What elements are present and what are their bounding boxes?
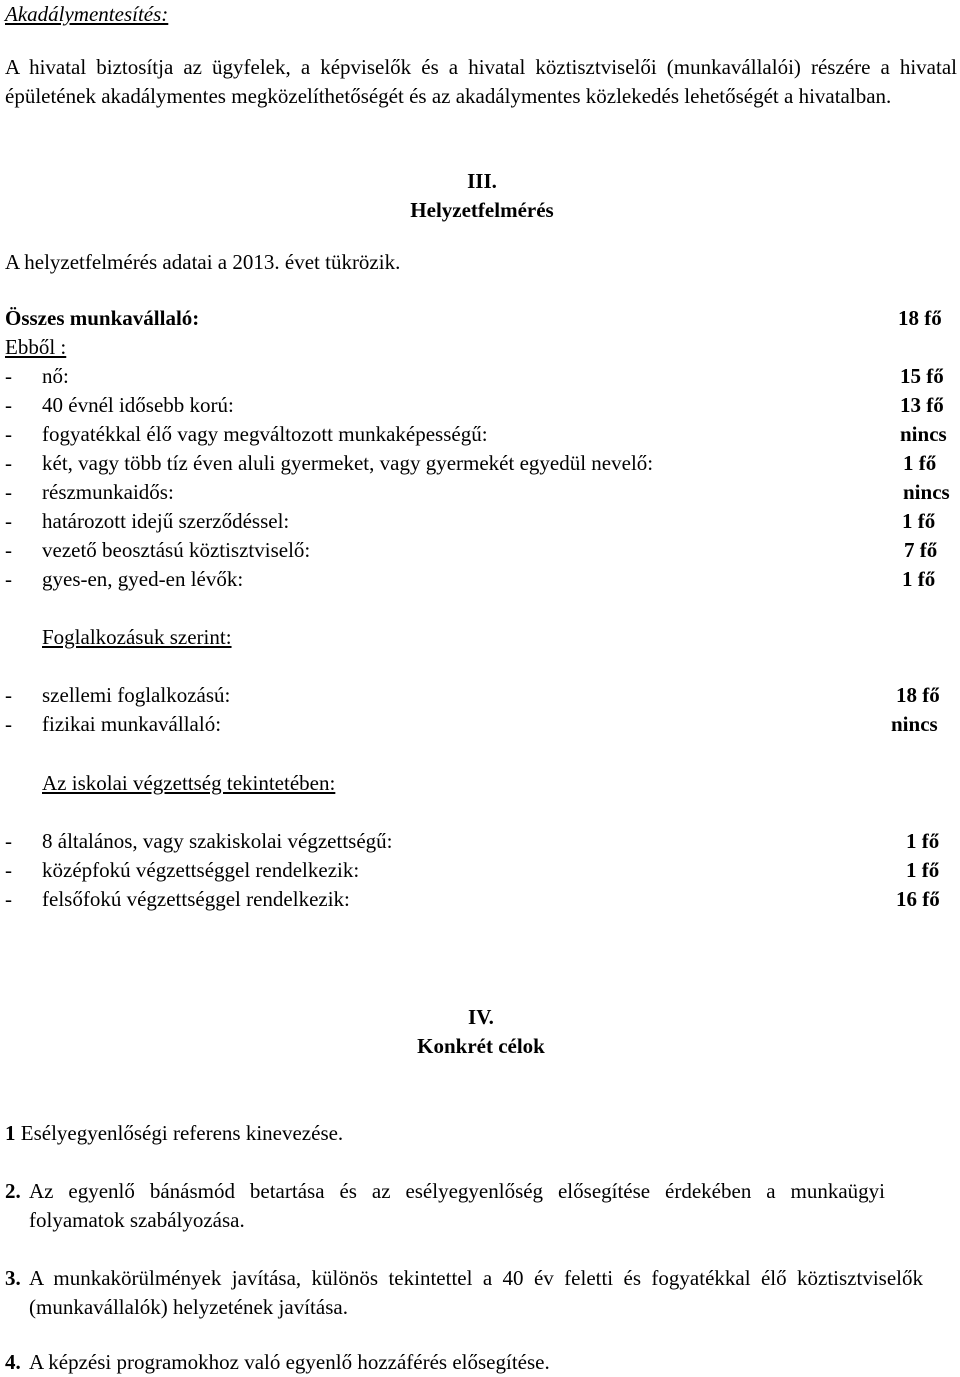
list-dash: -: [5, 538, 12, 562]
section3-roman: III.: [467, 169, 497, 193]
list-item-value: 15 fő: [900, 364, 944, 388]
list-dash: -: [5, 712, 12, 736]
list-item: [0, 885, 960, 914]
total-employees-label: Összes munkavállaló:: [5, 306, 200, 330]
list-item-label: nő:: [42, 364, 69, 388]
goal-item: [5, 1348, 925, 1377]
goal-number: 3.: [5, 1266, 21, 1290]
goal-number: 4.: [5, 1350, 21, 1374]
list-item-label: fogyatékkal élő vagy megváltozott munkaképességű:: [42, 422, 488, 446]
list-item: [0, 681, 960, 710]
list-item-label: 40 évnél idősebb korú:: [42, 393, 234, 417]
accessibility-paragraph: A hivatal biztosítja az ügyfelek, a képviselők és a hivatal köztisztviselői (munkavállalói) részére a hivatal épületének akadálymentes megközelíthetőségét és az akadálymentes közlekedés lehetőségét a hivatalban.: [5, 55, 957, 108]
goal-item: [5, 1119, 925, 1148]
list-item-value: nincs: [903, 480, 950, 504]
goal-text: A képzési programokhoz való egyenlő hozzáférés elősegítése.: [29, 1350, 550, 1374]
education-heading: Az iskolai végzettség tekintetében:: [42, 771, 336, 795]
list-item: [0, 449, 960, 478]
goal-number: 2.: [5, 1179, 21, 1203]
list-item-label: határozott idejű szerződéssel:: [42, 509, 290, 533]
occupation-heading: Foglalkozásuk szerint:: [42, 625, 232, 649]
list-dash: -: [5, 422, 12, 446]
list-item: [0, 420, 960, 449]
list-dash: -: [5, 451, 12, 475]
list-item-value: nincs: [891, 712, 938, 736]
goal-item: [5, 1177, 885, 1235]
list-item-label: felsőfokú végzettséggel rendelkezik:: [42, 887, 350, 911]
list-item: [0, 565, 960, 594]
list-item: [0, 507, 960, 536]
list-item-value: 13 fő: [900, 393, 944, 417]
section3-title: Helyzetfelmérés: [410, 198, 554, 222]
list-item: [0, 827, 960, 856]
list-item-value: 1 fő: [902, 509, 936, 533]
goal-text: A munkakörülmények javítása, különös tekintettel a 40 év feletti és fogyatékkal élő köztisztviselők (munkavállalók) helyzetének javítása.: [29, 1266, 923, 1319]
list-item-value: 7 fő: [904, 538, 938, 562]
list-item-value: nincs: [900, 422, 947, 446]
list-item-value: 18 fő: [896, 683, 940, 707]
list-dash: -: [5, 393, 12, 417]
list-item-label: szellemi foglalkozású:: [42, 683, 231, 707]
list-item: [0, 362, 960, 391]
section4-title: Konkrét célok: [417, 1034, 545, 1058]
goal-text: Esélyegyenlőségi referens kinevezése.: [20, 1121, 344, 1145]
list-item-label: középfokú végzettséggel rendelkezik:: [42, 858, 360, 882]
section4-roman: IV.: [468, 1005, 494, 1029]
list-dash: -: [5, 567, 12, 591]
list-dash: -: [5, 887, 12, 911]
section3-intro: A helyzetfelmérés adatai a 2013. évet tükrözik.: [5, 250, 401, 274]
list-dash: -: [5, 364, 12, 388]
list-item-value: 1 fő: [903, 451, 937, 475]
list-item-value: 1 fő: [906, 858, 940, 882]
list-item-label: részmunkaidős:: [42, 480, 174, 504]
list-item: [0, 710, 960, 739]
goal-number: 1: [5, 1121, 16, 1145]
list-dash: -: [5, 683, 12, 707]
list-item-label: két, vagy több tíz éven aluli gyermeket, vagy gyermekét egyedül nevelő:: [42, 451, 654, 475]
list-item-label: fizikai munkavállaló:: [42, 712, 222, 736]
total-employees-value: 18 fő: [898, 306, 942, 330]
list-item-value: 1 fő: [906, 829, 940, 853]
list-item: [0, 478, 960, 507]
accessibility-heading: Akadálymentesítés:: [5, 2, 169, 26]
list-dash: -: [5, 829, 12, 853]
list-item-value: 16 fő: [896, 887, 940, 911]
list-item-label: 8 általános, vagy szakiskolai végzettségű:: [42, 829, 393, 853]
list-item-label: gyes-en, gyed-en lévők:: [42, 567, 244, 591]
total-employees-row: [0, 304, 960, 333]
list-item: [0, 856, 960, 885]
list-dash: -: [5, 509, 12, 533]
breakdown-label: Ebből :: [5, 335, 67, 359]
list-item-label: vezető beosztású köztisztviselő:: [42, 538, 311, 562]
list-dash: -: [5, 858, 12, 882]
goal-text: Az egyenlő bánásmód betartása és az esélyegyenlőség elősegítése érdekében a munkaügyi folyamatok szabályozása.: [29, 1179, 885, 1232]
list-item: [0, 391, 960, 420]
list-dash: -: [5, 480, 12, 504]
list-item: [0, 536, 960, 565]
goal-item: [5, 1264, 923, 1322]
list-item-value: 1 fő: [902, 567, 936, 591]
